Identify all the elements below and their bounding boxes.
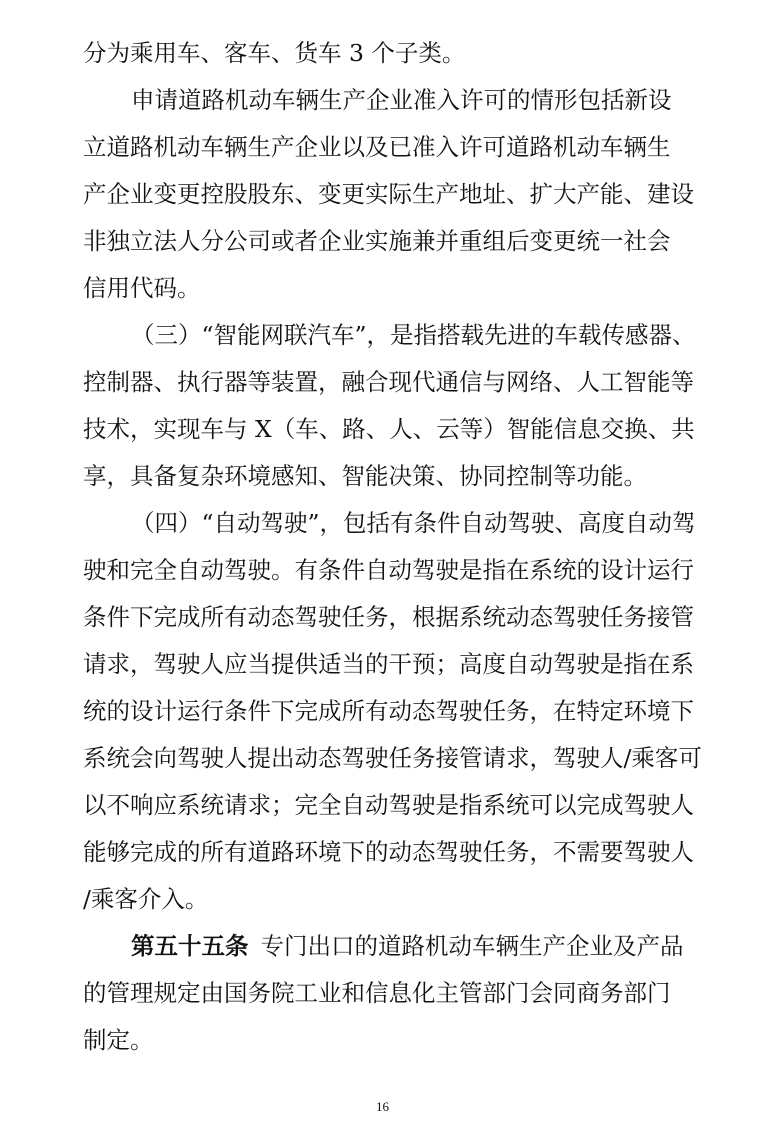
paragraph-line: 系统会向驾驶人提出动态驾驶任务接管请求，驾驶人/乘客可 bbox=[83, 744, 702, 772]
article-line bbox=[0, 926, 765, 966]
paragraph-line: 统的设计运行条件下完成所有动态驾驶任务，在特定环境下 bbox=[83, 697, 694, 725]
paragraph-line: 驶和完全自动驾驶。有条件自动驾驶是指在系统的设计运行 bbox=[83, 556, 694, 584]
paragraph-line: 条件下完成所有动态驾驶任务，根据系统动态驾驶任务接管 bbox=[83, 603, 694, 631]
paragraph-line: 非独立法人分公司或者企业实施兼并重组后变更统一社会 bbox=[83, 227, 671, 255]
article-text: 专门出口的道路机动车辆生产企业及产品 bbox=[260, 932, 684, 960]
paragraph-line: 信用代码。 bbox=[83, 274, 201, 302]
article-line: 制定。 bbox=[83, 1026, 154, 1054]
paragraph-line: 立道路机动车辆生产企业以及已准入许可道路机动车辆生 bbox=[83, 133, 671, 161]
paragraph-line: （四）“自动驾驶”，包括有条件自动驾驶、高度自动驾 bbox=[131, 509, 696, 537]
paragraph-line: 控制器、执行器等装置，融合现代通信与网络、人工智能等 bbox=[83, 368, 694, 396]
paragraph-line: 技术，实现车与 X（车、路、人、云等）智能信息交换、共 bbox=[83, 415, 695, 443]
paragraph-line: 申请道路机动车辆生产企业准入许可的情形包括新设 bbox=[131, 86, 672, 114]
paragraph-line: 产企业变更控股股东、变更实际生产地址、扩大产能、建设 bbox=[83, 180, 694, 208]
paragraph-line: 分为乘用车、客车、货车 3 个子类。 bbox=[83, 39, 466, 67]
article-line: 的管理规定由国务院工业和信息化主管部门会同商务部门 bbox=[83, 979, 671, 1007]
page-number: 16 bbox=[376, 1099, 389, 1114]
paragraph-line: （三）“智能网联汽车”，是指搭载先进的车载传感器、 bbox=[131, 321, 696, 349]
paragraph-line: 享，具备复杂环境感知、智能决策、协同控制等功能。 bbox=[83, 462, 647, 490]
paragraph-line: 以不响应系统请求；完全自动驾驶是指系统可以完成驾驶人 bbox=[83, 791, 694, 819]
paragraph-line: 能够完成的所有道路环境下的动态驾驶任务，不需要驾驶人 bbox=[83, 838, 694, 866]
paragraph-line: /乘客介入。 bbox=[83, 885, 209, 913]
article-heading: 第五十五条 bbox=[131, 932, 249, 960]
paragraph-line: 请求，驾驶人应当提供适当的干预；高度自动驾驶是指在系 bbox=[83, 650, 694, 678]
